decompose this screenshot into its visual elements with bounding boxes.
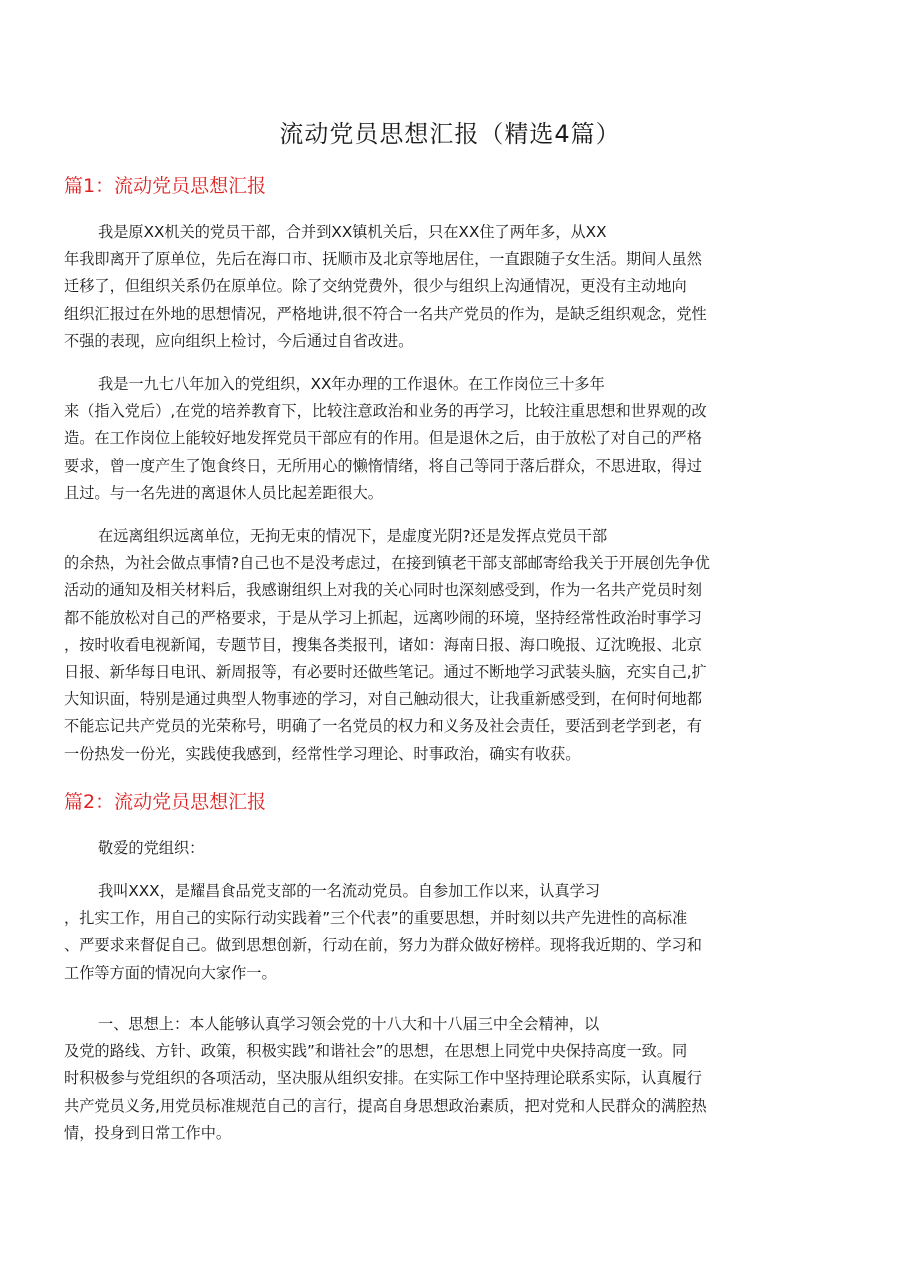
paragraph (64, 1011, 844, 1147)
text-line: 不强的表现，应向组织上检讨，今后通过自省改进。 (64, 331, 414, 350)
text-line: 大知识面，特别是通过典型人物事迹的学习，对自己触动很大，让我重新感受到，在何时何地都 (64, 690, 702, 709)
text-line: 活动的通知及相关材料后，我感谢组织上对我的关心同时也深刻感受到，作为一名共产党员时刻 (64, 581, 702, 600)
text-line: 一、思想上：本人能够认真学习领会党的十八大和十八届三中全会精神，以 (98, 1015, 600, 1033)
paragraph (64, 523, 844, 768)
text-line: 在远离组织远离单位，无拘无束的情况下，是虚度光阴?还是发挥点党员干部 (98, 527, 608, 545)
text-line: ，按时收看电视新闻，专题节目，搜集各类报刊，诸如：海南日报、海口晚报、辽沈晚报、北京 (64, 635, 702, 654)
text-line: 工作等方面的情况向大家作一。 (64, 963, 277, 982)
text-line: 不能忘记共产党员的光荣称号，明确了一名党员的权力和义务及社会责任，要活到老学到老，有 (64, 717, 702, 736)
text-line: 我叫XXX，是耀昌食品党支部的一名流动党员。自参加工作以来，认真学习 (98, 882, 601, 900)
paragraph (64, 371, 844, 507)
text-line: 日报、新华每日电讯、新周报等，有必要时还做些笔记。通过不断地学习武装头脑，充实自己,扩 (64, 662, 707, 681)
text-line: 情，投身到日常工作中。 (64, 1123, 232, 1142)
text-line: 敬爱的党组织： (98, 839, 205, 857)
text-line: 年我即离开了原单位，先后在海口市、抚顺市及北京等地居住，一直跟随子女生活。期间人虽然 (64, 250, 702, 269)
text-line: 造。在工作岗位上能较好地发挥党员干部应有的作用。但是退休之后，由于放松了对自己的严格 (64, 429, 702, 448)
section-heading: 篇1：流动党员思想汇报 (64, 175, 267, 197)
text-line: 都不能放松对自己的严格要求，于是从学习上抓起，远离吵闹的环境，坚持经常性政治时事学习 (64, 608, 702, 627)
text-line: ，扎实工作，用自己的实际行动实践着”三个代表”的重要思想，并时刻以共产先进性的高标准 (64, 909, 688, 928)
text-line: 且过。与一名先进的离退休人员比起差距很大。 (64, 483, 383, 502)
section-heading: 篇2：流动党员思想汇报 (64, 791, 267, 813)
paragraph (64, 878, 844, 987)
text-line: 及党的路线、方针、政策，积极实践”和谐社会”的思想，在思想上同党中央保持高度一致。同 (64, 1042, 688, 1061)
text-line: 、严要求来督促自己。做到思想创新，行动在前，努力为群众做好榜样。现将我近期的、学习和 (64, 936, 702, 955)
text-line: 要求，曾一度产生了饱食终日，无所用心的懒惰情绪，将自己等同于落后群众，不思进取，得过 (64, 456, 702, 475)
text-line: 我是一九七八年加入的党组织，XX年办理的工作退休。在工作岗位三十多年 (98, 375, 605, 393)
text-line: 一份热发一份光，实践使我感到，经常性学习理论、时事政治，确实有收获。 (64, 744, 581, 763)
text-line: 来（指入党后）,在党的培养教育下，比较注意政治和业务的再学习，比较注重思想和世界观的改 (64, 402, 707, 421)
text-line: 共产党员义务,用党员标准规范自己的言行，提高自身思想政治素质，把对党和人民群众的满腔热 (64, 1096, 707, 1115)
paragraph (64, 219, 844, 355)
text-line: 时积极参与党组织的各项活动，坚决服从组织安排。在实际工作中坚持理论联系实际，认真履行 (64, 1069, 702, 1088)
text-line: 我是原XX机关的党员干部，合并到XX镇机关后，只在XX住了两年多，从XX (98, 223, 607, 241)
paragraph (64, 835, 844, 862)
text-line: 组织汇报过在外地的思想情况，严格地讲,很不符合一名共产党员的作为，是缺乏组织观念，党性 (64, 304, 707, 323)
text-line: 迁移了，但组织关系仍在原单位。除了交纳党费外，很少与组织上沟通情况，更没有主动地向 (64, 277, 687, 296)
page-title: 流动党员思想汇报（精选4篇） (279, 120, 621, 148)
text-line: 的余热，为社会做点事情?自己也不是没考虑过，在接到镇老干部支部邮寄给我关于开展创先争优 (64, 554, 710, 573)
